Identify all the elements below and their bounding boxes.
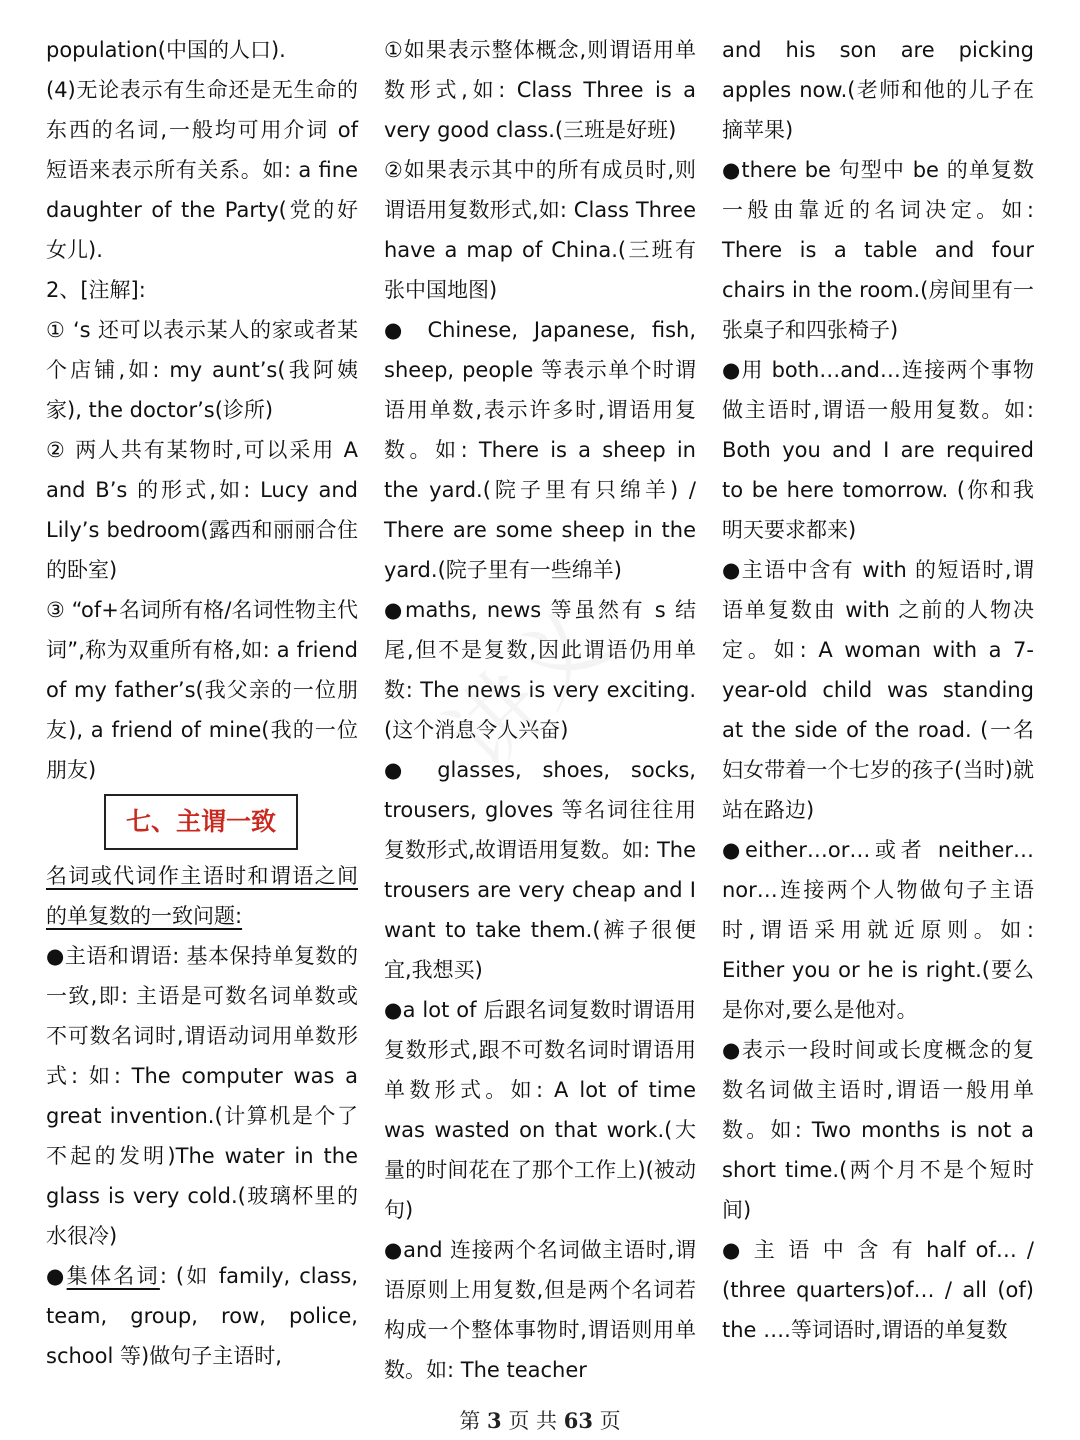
paragraph: ●主语中含有 with 的短语时,谓语单复数由 with 之前的人物决定。如: A woman with a 7-year-old child was standing at the side of the road. (一名妇女带着一个七岁的孩子(当时)就站在路边) [722, 558, 1034, 822]
paragraph: ① ‘s 还可以表示某人的家或者某个店铺,如: my aunt’s(我阿姨家), the doctor’s(诊所) [46, 318, 358, 422]
bullet: ● [46, 1264, 67, 1288]
paragraph-text: : (如 family, class, team, group, row, police, school 等)做句子主语时, [46, 1264, 359, 1368]
section-intro: 名词或代词作主语时和谓语之间的单复数的一致问题: [46, 864, 358, 928]
paragraph: ●either…or…或者 neither…nor…连接两个人物做句子主语时,谓语采用就近原则。如: Either you or he is right.(要么是你对,要么是他对。 [722, 838, 1034, 1022]
section-heading: 七、主谓一致 [125, 807, 276, 836]
paragraph: ●there be 句型中 be 的单复数一般由靠近的名词决定。如: There is a table and four chairs in the room.(房间里有一张桌子和四张椅子) [722, 158, 1034, 342]
paragraph: 2、[注解]: [46, 278, 146, 302]
paragraph: population(中国的人口). [46, 38, 286, 62]
page-number: 3 [487, 1408, 502, 1433]
paragraph: ●用 both…and…连接两个事物做主语时,谓语一般用复数。如: Both you and I are required to be here tomorrow. (你和我明天要求都来) [722, 358, 1034, 542]
footer-text: 页 共 [508, 1409, 558, 1433]
paragraph: and his son are picking apples now.(老师和他的儿子在摘苹果) [722, 38, 1034, 142]
paragraph: ③ “of+名词所有格/名词性物主代词”,称为双重所有格,如: a friend of my father’s(我父亲的一位朋友), a friend of mine(我的一位朋友) [46, 598, 358, 782]
column-right [722, 30, 1034, 1350]
paragraph [46, 1256, 358, 1376]
page-footer [0, 1405, 1080, 1435]
section-heading-box [104, 794, 298, 850]
paragraph: ●maths, news 等虽然有 s 结尾,但不是复数,因此谓语仍用单数: The news is very exciting.(这个消息令人兴奋) [384, 598, 696, 742]
footer-text: 页 [599, 1409, 621, 1433]
paragraph: ● Chinese, Japanese, fish, sheep, people 等表示单个时谓语用单数,表示许多时,谓语用复数。如: There is a sheep in the yard.(院子里有只绵羊) / There are some sheep in the yard.(院子里有一些绵羊) [384, 318, 696, 582]
column-middle [384, 30, 696, 1390]
paragraph: ● glasses, shoes, socks, trousers, gloves 等名词往往用复数形式,故谓语用复数。如: The trousers are very cheap and I want to take them.(裤子很便宜,我想买) [384, 758, 696, 982]
paragraph: ● 主 语 中 含 有 half of… / (three quarters)of… / all (of) the ….等词语时,谓语的单复数 [722, 1238, 1034, 1342]
paragraph: ② 两人共有某物时,可以采用 A and B’s 的形式,如: Lucy and Lily’s bedroom(露西和丽丽合住的卧室) [46, 438, 358, 582]
page-total: 63 [563, 1408, 593, 1433]
paragraph: ●and 连接两个名词做主语时,谓语原则上用复数,但是两个名词若构成一个整体事物时,谓语则用单数。如: The teacher [384, 1238, 696, 1382]
paragraph: (4)无论表示有生命还是无生命的东西的名词,一般均可用介词 of 短语来表示所有关系。如: a fine daughter of the Party(党的好女儿). [46, 78, 358, 262]
footer-text: 第 [459, 1409, 481, 1433]
column-left [46, 30, 358, 1376]
paragraph: ●表示一段时间或长度概念的复数名词做主语时,谓语一般用单数。如: Two months is not a short time.(两个月不是个短时间) [722, 1038, 1034, 1222]
paragraph: ①如果表示整体概念,则谓语用单数形式,如: Class Three is a very good class.(三班是好班) [384, 38, 696, 142]
underlined-term: 集体名词 [66, 1264, 160, 1288]
paragraph: ●a lot of 后跟名词复数时谓语用复数形式,跟不可数名词时谓语用单数形式。如: A lot of time was wasted on that work.(大量的时间花在了那个工作上)(被动句) [384, 998, 696, 1222]
paragraph: ②如果表示其中的所有成员时,则谓语用复数形式,如: Class Three have a map of China.(三班有张中国地图) [384, 158, 696, 302]
paragraph: ●主语和谓语: 基本保持单复数的一致,即: 主语是可数名词单数或不可数名词时,谓语动词用单数形式: 如: The computer was a great invention.(计算机是个了不起的发明)The water in the glass is very cold.(玻璃杯里的水很冷) [46, 944, 358, 1248]
